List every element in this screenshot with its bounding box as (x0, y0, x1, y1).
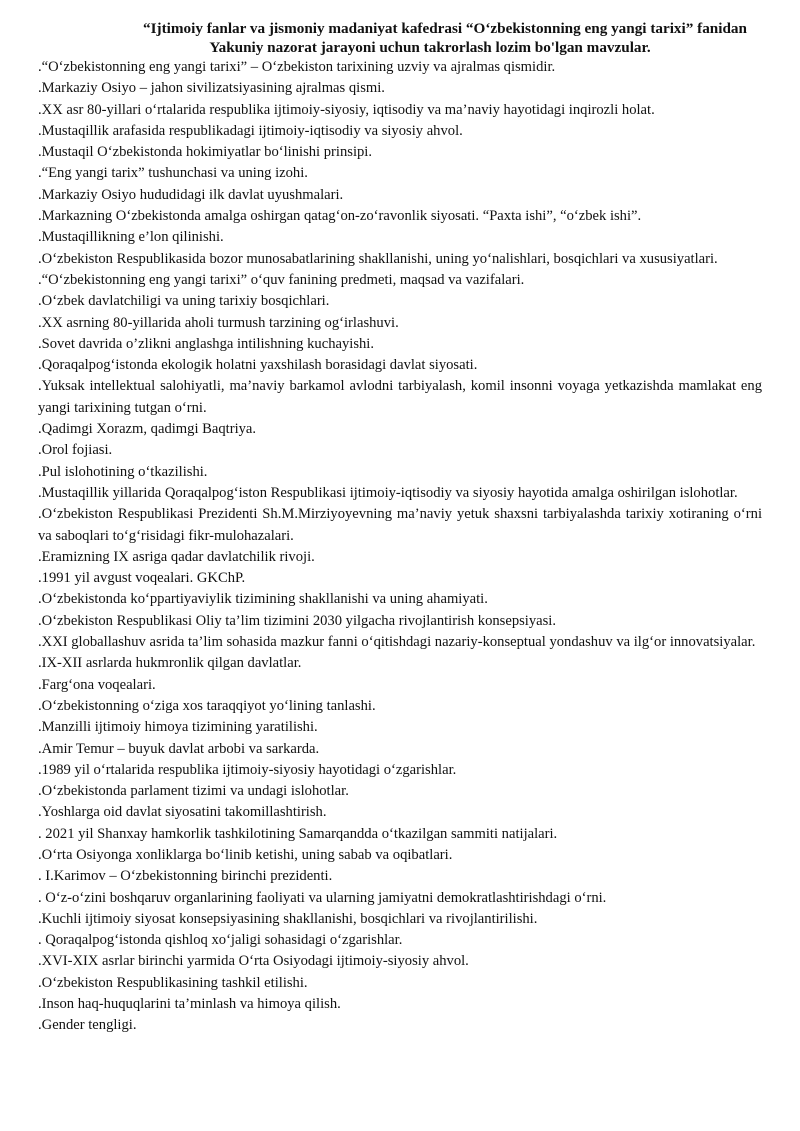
topic-item: .Mustaqillikning e’lon qilinishi. (38, 229, 224, 246)
topic-item: .Mustaqil O‘zbekistonda hokimiyatlar bo‘linishi prinsipi. (38, 144, 372, 161)
topic-item: .XXI globallashuv asrida ta’lim sohasida mazkur fanni o‘qitishdagi nazariy-konseptual yondashuv va ilg‘or innovatsiyalar. (38, 634, 756, 651)
topic-item: .“Eng yangi tarix” tushunchasi va uning izohi. (38, 165, 308, 182)
topic-item: .1989 yil o‘rtalarida respublika ijtimoiy-siyosiy hayotidagi o‘zgarishlar. (38, 761, 457, 778)
topic-item: . 2021 yil Shanxay hamkorlik tashkilotining Samarqandda o‘tkazilgan sammiti natijalari. (38, 825, 558, 842)
topic-item: . Qoraqalpog‘istonda qishloq xo‘jaligi sohasidagi o‘zgarishlar. (38, 932, 403, 949)
topic-item: .O‘zbekistonning o‘ziga xos taraqqiyot yo‘lining tanlashi. (38, 697, 376, 714)
topic-item: .O‘zbekistonda ko‘ppartiyaviylik tizimining shakllanishi va uning ahamiyati. (38, 591, 488, 608)
topic-item: .Yoshlarga oid davlat siyosatini takomillashtirish. (38, 804, 327, 821)
topic-item: .Kuchli ijtimoiy siyosat konsepsiyasining shakllanishi, bosqichlari va rivojlantirilishi. (38, 910, 538, 927)
topic-item: . I.Karimov – O‘zbekistonning birinchi prezidenti. (38, 868, 333, 885)
topic-item: .IX-XII asrlarda hukmronlik qilgan davlatlar. (38, 655, 302, 672)
topic-item: .“O‘zbekistonning eng yangi tarixi” o‘quv fanining predmeti, maqsad va vazifalari. (38, 271, 525, 288)
document-header (38, 19, 762, 57)
topic-item: .Qoraqalpog‘istonda ekologik holatni yaxshilash borasidagi davlat siyosati. (38, 357, 478, 374)
topic-item: .Amir Temur – buyuk davlat arbobi va sarkarda. (38, 740, 320, 757)
topic-item: .XX asrning 80-yillarida aholi turmush tarzining og‘irlashuvi. (38, 314, 399, 331)
topic-item: .Manzilli ijtimoiy himoya tizimining yaratilishi. (38, 719, 318, 736)
topic-item: .Markazning O‘zbekistonda amalga oshirgan qatag‘on-zo‘ravonlik siyosati. “Paxta ishi”, “o‘zbek ishi”. (38, 208, 642, 225)
topic-item: .Markaziy Osiyo hududidagi ilk davlat uyushmalari. (38, 186, 344, 203)
topic-item: .O‘zbekistonda parlament tizimi va undagi islohotlar. (38, 783, 349, 800)
topic-list (38, 57, 762, 1037)
topic-item: .1991 yil avgust voqealari. GKChP. (38, 570, 246, 587)
topic-item: .O‘zbek davlatchiligi va uning tarixiy bosqichlari. (38, 293, 330, 310)
topic-item: .O‘rta Osiyonga xonliklarga bo‘linib ketishi, uning sabab va oqibatlari. (38, 846, 453, 863)
topic-item: .Orol fojiasi. (38, 442, 113, 459)
topic-item: . O‘z-o‘zini boshqaruv organlarining faoliyati va ularning jamiyatni demokratlashtirishdagi o‘rni. (38, 889, 607, 906)
topic-item: .O‘zbekiston Respublikasi Oliy ta’lim tizimini 2030 yilgacha rivojlantirish konsepsiyasi. (38, 612, 557, 629)
header-title-line1: “Ijtimoiy fanlar va jismoniy madaniyat kafedrasi “O‘zbekistonning eng yangi tarixi” fanidan (143, 20, 747, 37)
topic-item: .Farg‘ona voqealari. (38, 676, 156, 693)
topic-item: .Pul islohotining o‘tkazilishi. (38, 463, 208, 480)
topic-item: .Yuksak intellektual salohiyatli, ma’naviy barkamol avlodni tarbiyalash, komil insonni voyaga yetkazishda mamlakat eng yangi tarixining tutgan o‘rni. (38, 378, 762, 416)
topic-item: .O‘zbekiston Respublikasida bozor munosabatlarining shakllanishi, uning yo‘nalishlari, bosqichlari va xususiyatlari. (38, 250, 718, 267)
topic-item: .Qadimgi Xorazm, qadimgi Baqtriya. (38, 421, 257, 438)
topic-item: .Markaziy Osiyo – jahon sivilizatsiyasining ajralmas qismi. (38, 80, 385, 97)
topic-item: .O‘zbekiston Respublikasi Prezidenti Sh.M.Mirziyoyevning ma’naviy yetuk shaxsni tarbiyalashda tarixiy xotiraning o‘rni va saboqlari to‘g‘risidagi fikr-mulohazalari. (38, 506, 762, 544)
topic-item: .Inson haq-huquqlarini ta’minlash va himoya qilish. (38, 996, 341, 1013)
topic-item: .Sovet davrida o’zlikni anglashga intilishning kuchayishi. (38, 335, 375, 352)
topic-item: .“O‘zbekistonning eng yangi tarixi” – O‘zbekiston tarixining uzviy va ajralmas qismidir. (38, 59, 556, 75)
header-title-line2: Yakuniy nazorat jarayoni uchun takrorlash lozim bo'lgan mavzular. (209, 39, 651, 56)
topic-item: .O‘zbekiston Respublikasining tashkil etilishi. (38, 974, 308, 991)
topic-item: .Mustaqillik arafasida respublikadagi ijtimoiy-iqtisodiy va siyosiy ahvol. (38, 122, 463, 139)
topic-item: .XVI-XIX asrlar birinchi yarmida O‘rta Osiyodagi ijtimoiy-siyosiy ahvol. (38, 953, 469, 970)
topic-item: .Mustaqillik yillarida Qoraqalpog‘iston Respublikasi ijtimoiy-iqtisodiy va siyosiy hayotida amalga oshirilgan islohotlar. (38, 484, 738, 501)
topic-item: .Eramizning IX asriga qadar davlatchilik rivoji. (38, 548, 315, 565)
topic-item: .XX asr 80-yillari o‘rtalarida respublika ijtimoiy-siyosiy, iqtisodiy va ma’naviy hayotidagi inqirozli holat. (38, 101, 655, 118)
topic-item: .Gender tengligi. (38, 1017, 137, 1034)
